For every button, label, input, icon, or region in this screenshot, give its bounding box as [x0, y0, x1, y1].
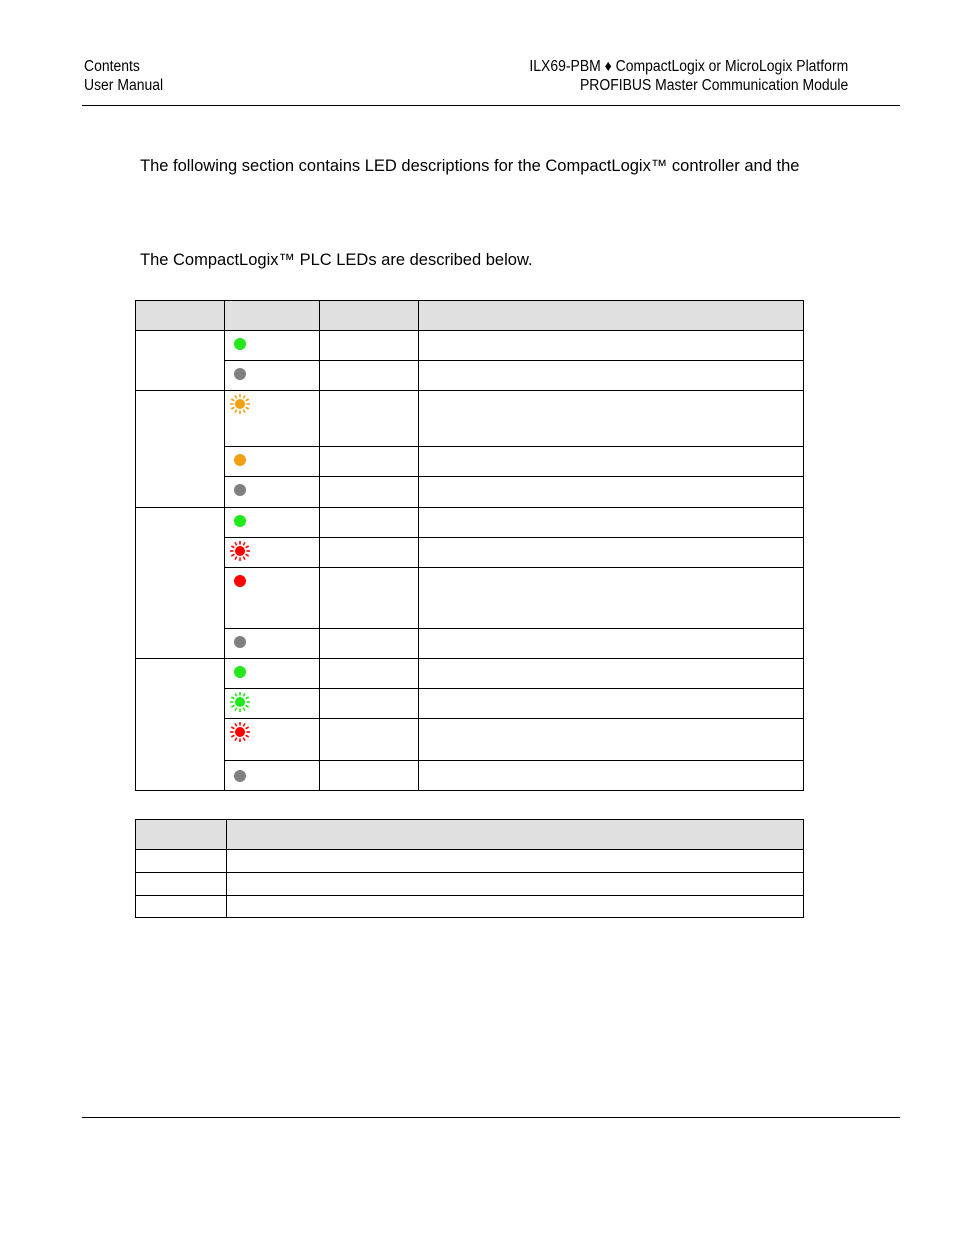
led-state-cell: [225, 719, 320, 761]
intro-paragraph: The following section contains LED descriptions for the CompactLogix™ controller and the: [140, 157, 800, 175]
led-description-cell: [419, 447, 804, 477]
led-name-cell: [136, 508, 225, 659]
solid-gray-led-icon: [234, 770, 246, 782]
header-cell: [419, 301, 804, 331]
led-description-cell: [419, 689, 804, 719]
table-row: [136, 896, 804, 918]
table-cell: [227, 896, 804, 918]
solid-green-led-icon: [234, 338, 246, 350]
plc-led-table: [135, 300, 804, 791]
table-row: [136, 873, 804, 896]
second-table: [135, 819, 804, 918]
flashing-amber-led-icon: [229, 393, 251, 415]
header-cell: [320, 301, 419, 331]
table-row: [136, 391, 804, 447]
header-divider: [82, 105, 900, 106]
led-color-cell: [320, 629, 419, 659]
page-header-right: [529, 57, 848, 95]
table-row: [136, 568, 804, 629]
led-state-cell: [225, 331, 320, 361]
table-cell: [227, 850, 804, 873]
led-state-cell: [225, 508, 320, 538]
table-header-row: [136, 820, 804, 850]
led-color-cell: [320, 331, 419, 361]
header-manual: User Manual: [84, 77, 164, 94]
led-description-cell: [419, 629, 804, 659]
table-cell: [227, 873, 804, 896]
led-description-cell: [419, 508, 804, 538]
table-row: [136, 719, 804, 761]
table-row: [136, 850, 804, 873]
led-state-cell: [225, 538, 320, 568]
led-description-cell: [419, 659, 804, 689]
led-state-cell: [225, 629, 320, 659]
table-row: [136, 361, 804, 391]
led-color-cell: [320, 659, 419, 689]
header-module: PROFIBUS Master Communication Module: [579, 77, 848, 94]
flashing-green-led-icon: [229, 691, 251, 713]
table-row: [136, 689, 804, 719]
table-row: [136, 447, 804, 477]
table-row: [136, 508, 804, 538]
header-cell: [136, 820, 227, 850]
plc-leds-paragraph: The CompactLogix™ PLC LEDs are described below.: [140, 251, 533, 269]
table-cell: [136, 896, 227, 918]
led-name-cell: [136, 331, 225, 391]
led-state-cell: [225, 361, 320, 391]
table-row: [136, 629, 804, 659]
flashing-red-led-icon: [229, 540, 251, 562]
led-color-cell: [320, 719, 419, 761]
led-description-cell: [419, 568, 804, 629]
led-name-cell: [136, 659, 225, 791]
solid-green-led-icon: [234, 666, 246, 678]
led-description-cell: [419, 719, 804, 761]
led-state-cell: [225, 391, 320, 447]
led-description-cell: [419, 391, 804, 447]
led-color-cell: [320, 477, 419, 508]
led-state-cell: [225, 659, 320, 689]
led-description-cell: [419, 361, 804, 391]
table-row: [136, 331, 804, 361]
led-description-cell: [419, 477, 804, 508]
led-color-cell: [320, 447, 419, 477]
header-cell: [225, 301, 320, 331]
led-description-cell: [419, 331, 804, 361]
led-state-cell: [225, 761, 320, 791]
led-description-cell: [419, 538, 804, 568]
led-color-cell: [320, 538, 419, 568]
led-color-cell: [320, 689, 419, 719]
solid-gray-led-icon: [234, 636, 246, 648]
header-product: ILX69-PBM ♦ CompactLogix or MicroLogix Platform: [529, 58, 848, 75]
flashing-red-led-icon: [229, 721, 251, 743]
led-state-cell: [225, 477, 320, 508]
table-row: [136, 538, 804, 568]
led-state-cell: [225, 568, 320, 629]
led-description-cell: [419, 761, 804, 791]
header-cell: [136, 301, 225, 331]
table-header-row: [136, 301, 804, 331]
page-header-left: [84, 57, 163, 95]
led-state-cell: [225, 689, 320, 719]
led-color-cell: [320, 361, 419, 391]
table-row: [136, 761, 804, 791]
table-cell: [136, 873, 227, 896]
led-name-cell: [136, 391, 225, 508]
header-section: Contents: [84, 58, 140, 75]
led-color-cell: [320, 761, 419, 791]
led-state-cell: [225, 447, 320, 477]
table-row: [136, 477, 804, 508]
led-color-cell: [320, 508, 419, 538]
solid-green-led-icon: [234, 515, 246, 527]
solid-gray-led-icon: [234, 484, 246, 496]
table-cell: [136, 850, 227, 873]
footer-divider: [82, 1117, 900, 1118]
led-color-cell: [320, 391, 419, 447]
solid-gray-led-icon: [234, 368, 246, 380]
solid-amber-led-icon: [234, 454, 246, 466]
header-cell: [227, 820, 804, 850]
led-color-cell: [320, 568, 419, 629]
solid-red-led-icon: [234, 575, 246, 587]
table-row: [136, 659, 804, 689]
